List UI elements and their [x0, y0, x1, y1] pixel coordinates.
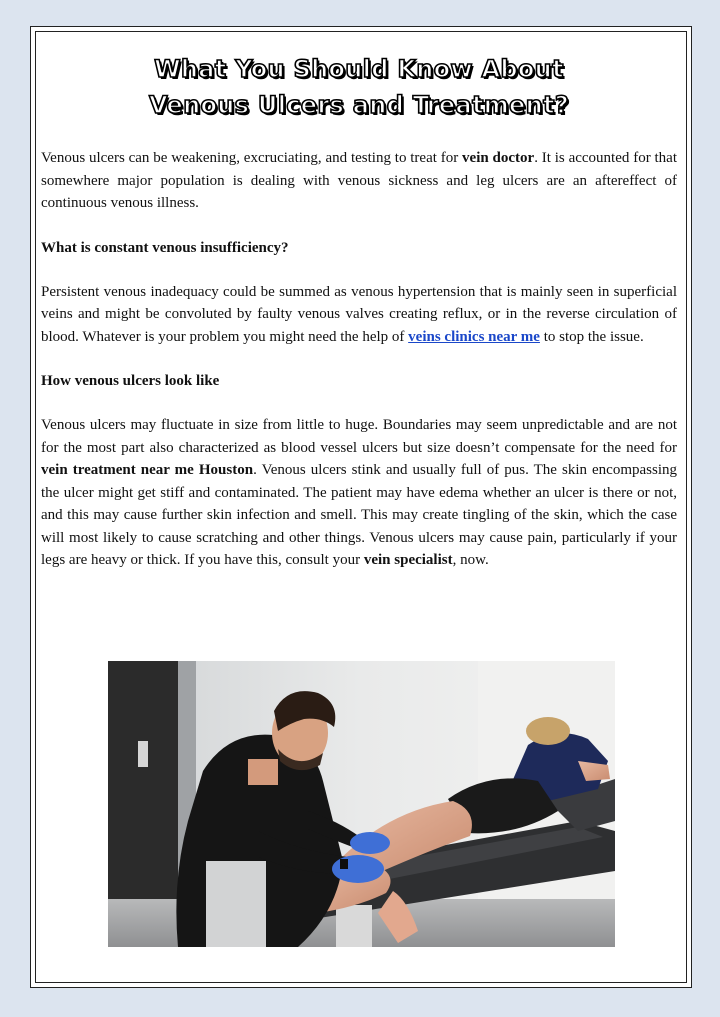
- insufficiency-text-end: to stop the issue.: [539, 328, 644, 345]
- intro-keyword: vein doctor: [462, 150, 535, 166]
- ulcers-paragraph: [41, 414, 677, 572]
- intro-text: Venous ulcers can be weakening, excruciating, and testing to treat for: [41, 150, 463, 166]
- ulcers-text-2: . Venous ulcers stink and usually full of pus. The skin encompassing the ulcer might get stiff and contaminated. The patient may have edema whether an ulcer is there or not, and this may cause further skin infection and smell. This may create tingling of the skin, which the case will most likely to cause scratching and other things. Venous ulcers may cause pain, particularly if your legs are heavy or thick. If you have this, consult your: [41, 462, 677, 568]
- section-heading-insufficiency: What is constant venous insufficiency?: [41, 239, 289, 256]
- table-base: [336, 905, 372, 947]
- insufficiency-text: Persistent venous inadequacy could be summed as venous hypertension that is mainly seen in superficial veins and might be convoluted by faulty venous valves creating reflux, or in the reverse circulation of blood. Whatever is your problem you might need the help of: [41, 283, 677, 345]
- title-line-1: What You Should Know About: [154, 55, 564, 83]
- document-page: [30, 26, 692, 988]
- ulcers-keyword-1: vein treatment near me Houston: [41, 462, 254, 478]
- treatment-photo-illustration: [108, 661, 615, 947]
- section-heading-ulcers-look: How venous ulcers look like: [41, 373, 220, 389]
- wall-switch: [138, 741, 148, 767]
- stool: [206, 861, 266, 947]
- doctor-watch: [340, 859, 348, 869]
- ulcers-text-3: , now.: [452, 552, 489, 568]
- patient-hair: [526, 717, 570, 745]
- doctor-glove-right: [350, 832, 390, 854]
- veins-clinics-link[interactable]: veins clinics near me: [408, 328, 540, 345]
- ulcers-keyword-2: vein specialist: [363, 552, 453, 568]
- document-content: [41, 27, 677, 572]
- intro-text-end: . It is accounted for that somewhere major population is dealing with venous sickness and leg ulcers are an aftereffect of continuous venous illness.: [41, 150, 678, 211]
- insufficiency-paragraph: [41, 281, 677, 349]
- ulcers-text-1: Venous ulcers may fluctuate in size from little to huge. Boundaries may seem unpredictable and are not for the most part also characterized as blood vessel ulcers but size doesn’t compensate for the need for: [41, 417, 677, 456]
- treatment-photo: [108, 661, 615, 947]
- doctor-glove-left: [332, 855, 384, 883]
- title-line-2: Venous Ulcers and Treatment?: [148, 91, 570, 119]
- doctor-neck: [248, 759, 278, 785]
- page-title: [41, 51, 677, 123]
- intro-paragraph: [41, 147, 677, 215]
